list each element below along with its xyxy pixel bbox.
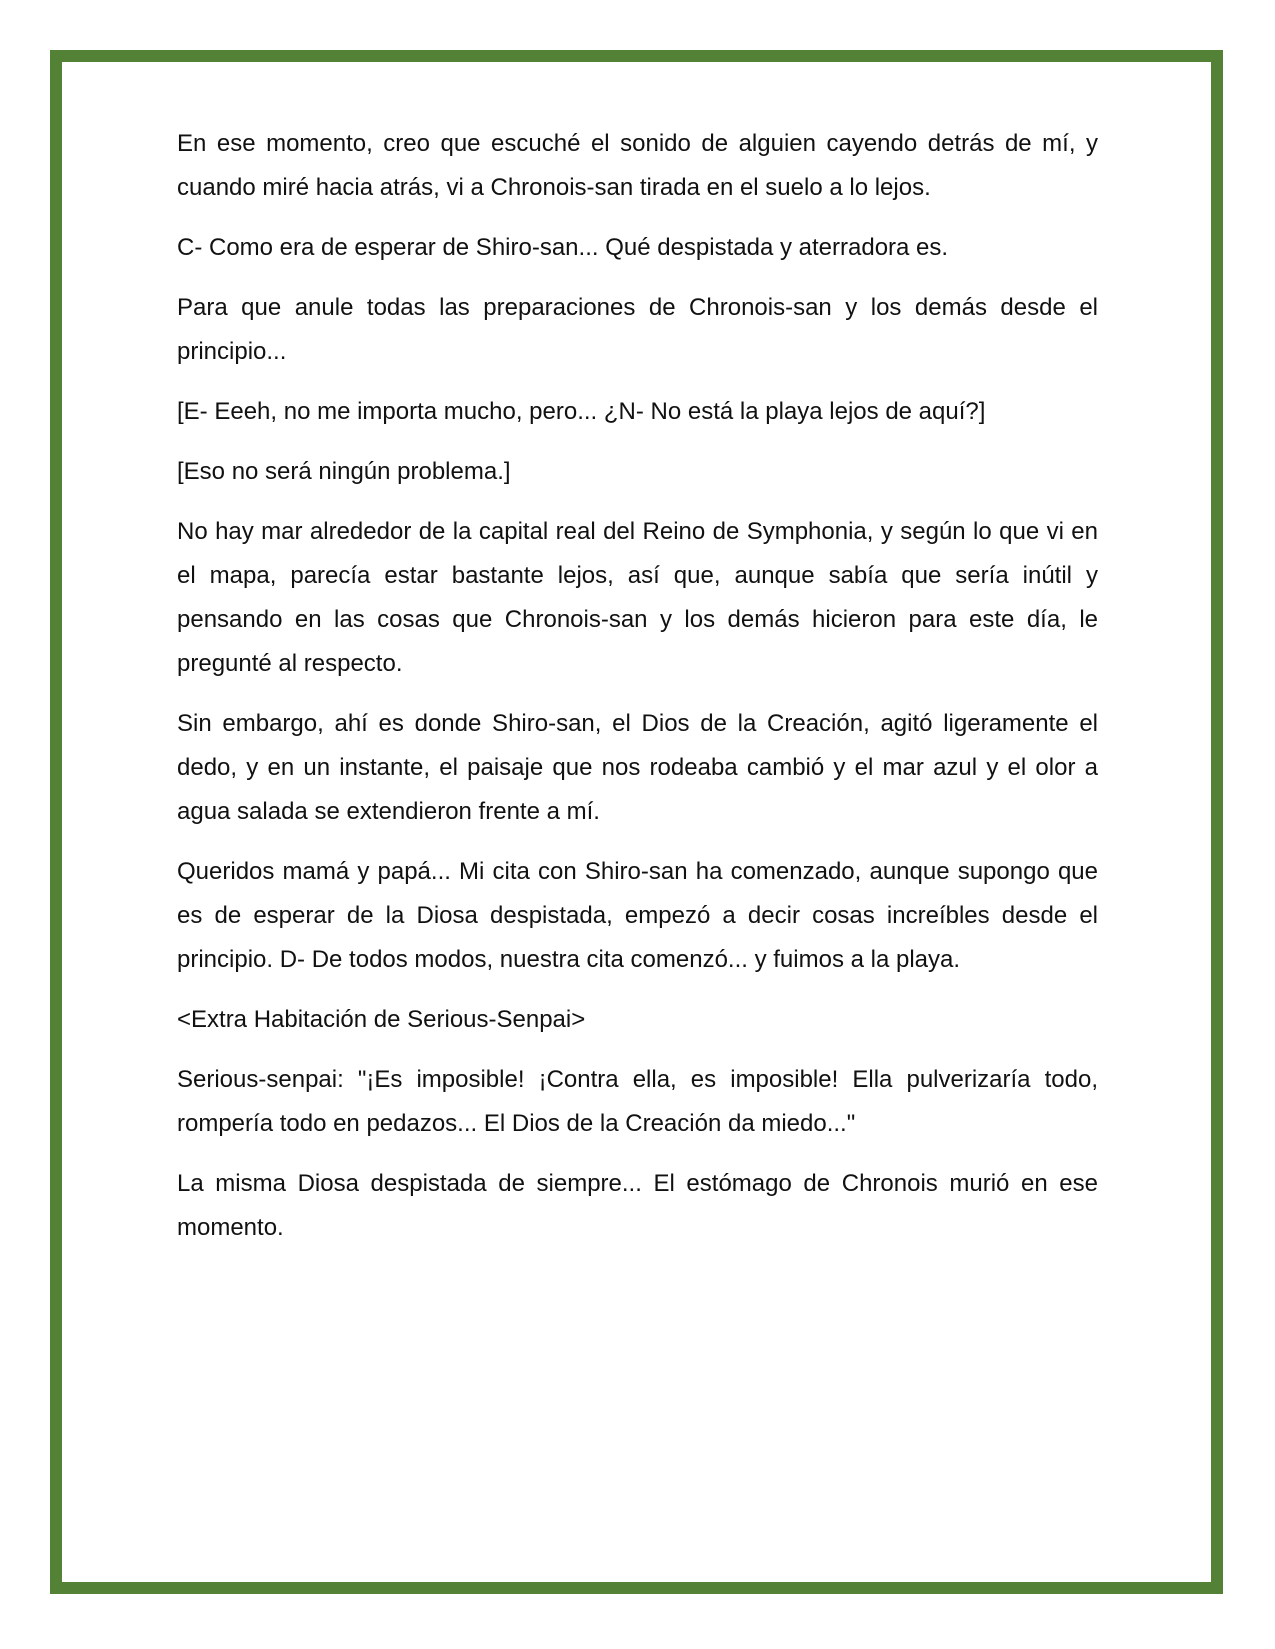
paragraph: Queridos mamá y papá... Mi cita con Shiro-san ha comenzado, aunque supongo que es de esperar de la Diosa despistada, empezó a decir cosas increíbles desde el principio. D- De todos modos, nuestra cita comenzó... y fuimos a la playa. [177,858,1098,973]
paragraph: En ese momento, creo que escuché el sonido de alguien cayendo detrás de mí, y cuando miré hacia atrás, vi a Chronois-san tirada en el suelo a lo lejos. [177,130,1098,201]
paragraph: La misma Diosa despistada de siempre... El estómago de Chronois murió en ese momento. [177,1170,1098,1241]
paragraph: [E- Eeeh, no me importa mucho, pero... ¿N- No está la playa lejos de aquí?] [177,398,986,425]
paragraph: Sin embargo, ahí es donde Shiro-san, el Dios de la Creación, agitó ligeramente el dedo, y en un instante, el paisaje que nos rodeaba cambió y el mar azul y el olor a agua salada se extendieron frente a mí. [177,710,1098,825]
document-body [177,122,1098,1266]
paragraph: Para que anule todas las preparaciones de Chronois-san y los demás desde el principio... [177,294,1098,365]
paragraph: [Eso no será ningún problema.] [177,458,511,485]
paragraph: C- Como era de esperar de Shiro-san... Qué despistada y aterradora es. [177,234,949,261]
paragraph: No hay mar alrededor de la capital real del Reino de Symphonia, y según lo que vi en el mapa, parecía estar bastante lejos, así que, aunque sabía que sería inútil y pensando en las cosas que Chronois-san y los demás hicieron para este día, le pregunté al respecto. [177,518,1098,677]
paragraph: Serious-senpai: "¡Es imposible! ¡Contra ella, es imposible! Ella pulverizaría todo, rompería todo en pedazos... El Dios de la Creación da miedo..." [177,1066,1098,1137]
section-heading: <Extra Habitación de Serious-Senpai> [177,1006,586,1033]
